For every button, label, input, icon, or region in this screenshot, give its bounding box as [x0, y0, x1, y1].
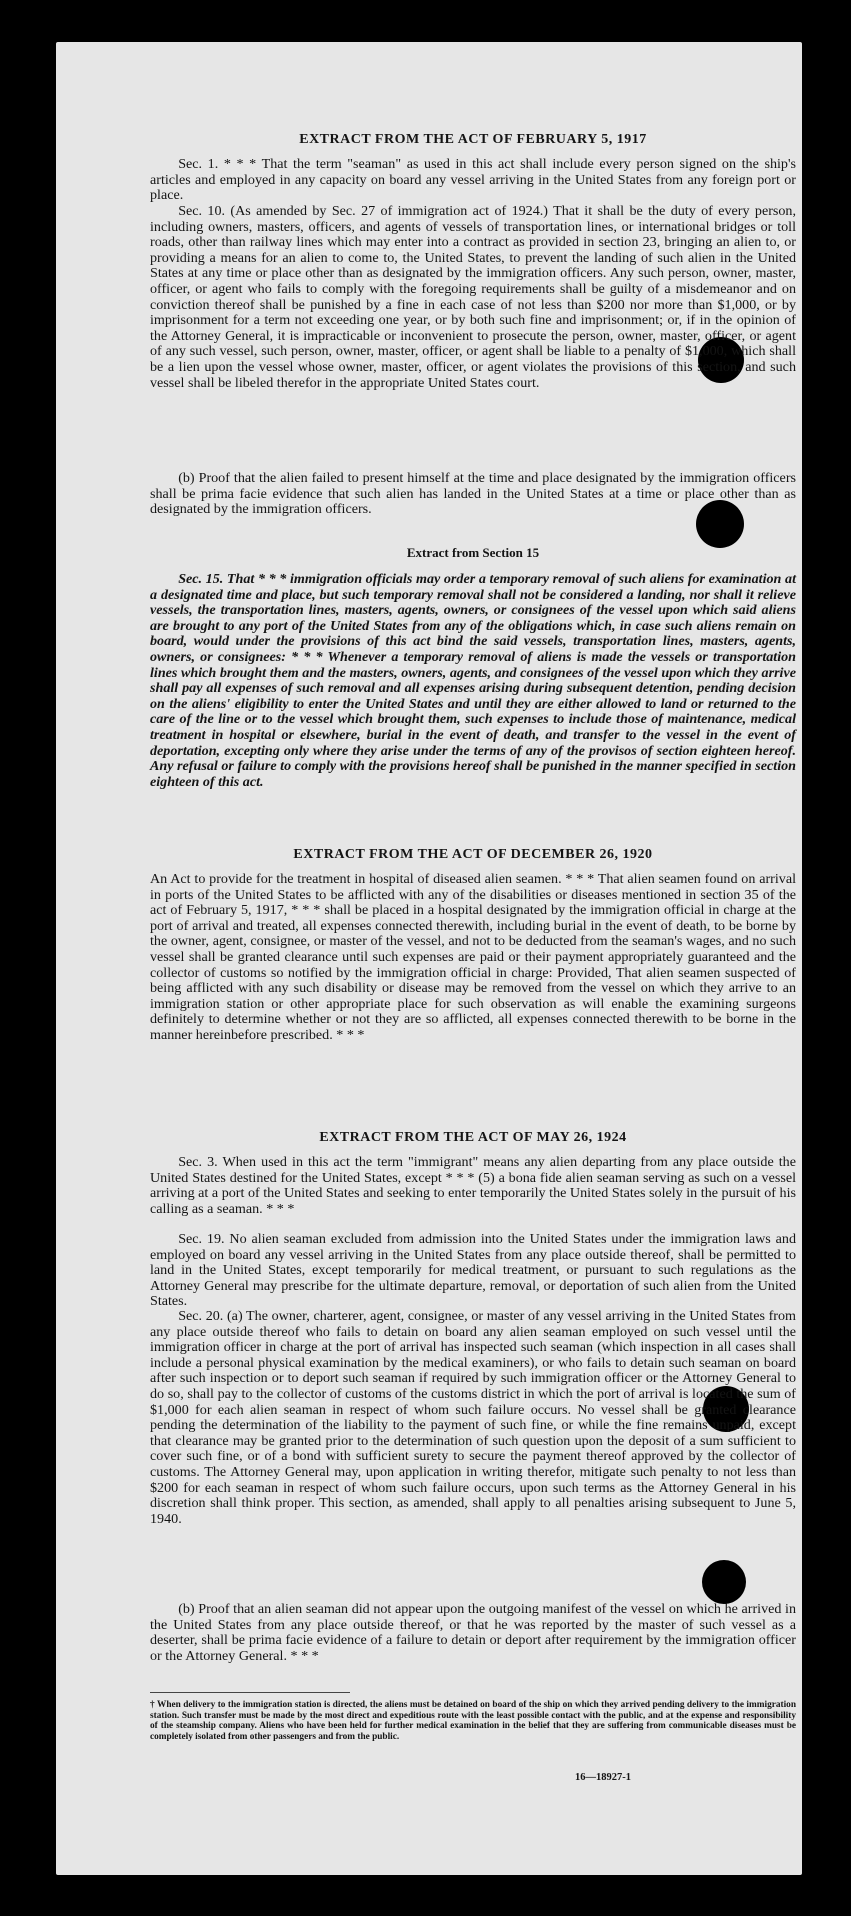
section-19: Sec. 19. No alien seaman excluded from admission into the United States under the immigration laws and employed on board any vessel arriving in the United States from any place outside thereof, shall be permitted to land in the United States, except temporarily for medical treatment, or pursuant to such regulations as the Attorney General may prescribe for the ultimate departure, removal, or deportation of such alien from the United States. [150, 1231, 796, 1310]
section-20-b: (b) Proof that an alien seaman did not appear upon the outgoing manifest of the vessel on which he arrived in the United States from any place outside thereof, or that he was reported by the master of such vessel as a deserter, shall be prima facie evidence of a failure to detain or deport after requirement by the immigration officer or the Attorney General. * * * [150, 1601, 796, 1664]
punch-hole [702, 1560, 746, 1604]
act-1920-text: An Act to provide for the treatment in hospital of diseased alien seamen. * * * That alien seamen found on arrival in ports of the United States to be afflicted with any of the disabilities or diseases mentioned in section 35 of the act of February 5, 1917, * * * shall be placed in a hospital designated by the immigration official in charge at the port of arrival and treated, all expenses connected therewith, including burial in the event of death, to be borne by the owner, agent, consignee, or master of the vessel, and not to be deducted from the seaman's wages, and no such vessel shall be granted clearance until such expenses are paid or their payment appropriately guaranteed and the collector of customs so notified by the immigration official in charge: Provided, That alien seamen suspected of being afflicted with any such disability or disease may be removed from the vessel on which they arrive to an immigration station or other appropriate place for such observation as will enable the examining surgeons definitely to determine whether or not they are so afflicted, all expenses connected therewith to be borne in the manner hereinbefore prescribed. * * * [150, 871, 796, 1043]
section-20-a: Sec. 20. (a) The owner, charterer, agent, consignee, or master of any vessel arriving in the United States from any place outside thereof who fails to detain on board any alien seaman employed on such vessel until the immigration officer in charge at the port of arrival has inspected such seaman (which inspection in all cases shall include a personal physical examination by the medical examiners), or who fails to detain such seaman on board after such inspection or to deport such seaman if required by such immigration officer or the Attorney General to do so, shall pay to the collector of customs of the customs district in which the port of arrival is located the sum of $1,000 for each alien seaman in respect of whom such failure occurs. No vessel shall be granted clearance pending the determination of the liability to the payment of such fine, or while the fine remains unpaid, except that clearance may be granted prior to the determination of such question upon the deposit of a sum sufficient to cover such fine, or of a bond with sufficient surety to secure the payment thereof approved by the collector of customs. The Attorney General may, upon application in writing therefor, mitigate such penalty to not less than $200 for each seaman in respect of whom such failure occurs, upon such terms as the Attorney General in his discretion shall think proper. This section, as amended, shall apply to all penalties arising subsequent to June 5, 1940. [150, 1308, 796, 1527]
footnote: † When delivery to the immigration station is directed, the aliens must be detained on board of the ship on which they arrived pending delivery to the immigration station. Such transfer must be made by the most direct and expeditious route with the least possible contact with the public, and at the expense and responsibility of the steamship company. Aliens who have been held for further medical examination in the belief that they are suffering from communicable diseases must be completely isolated from other passengers and from the public. [150, 1700, 796, 1742]
section-3: Sec. 3. When used in this act the term "immigrant" means any alien departing from any place outside the United States destined for the United States, except * * * (5) a bona fide alien seaman serving as such on a vessel arriving at a port of the United States and seeking to enter temporarily the United States solely in the pursuit of his calling as a seaman. * * * [150, 1154, 796, 1217]
heading-act-1924: EXTRACT FROM THE ACT OF MAY 26, 1924 [319, 1130, 627, 1145]
section-15: Sec. 15. That * * * immigration officials may order a temporary removal of such aliens for examination at a designated time and place, but such temporary removal shall not be considered a landing, nor shall it relieve vessels, the transportation lines, masters, agents, owners, or consignees of the vessel upon which said aliens are brought to any port of the United States from any of the obligations which, in case such aliens remain on board, would under the provisions of this act bind the said vessels, transportation lines, masters, agents, owners, or consignees: * * * Whenever a temporary removal of aliens is made the vessels or transportation lines which brought them and the masters, owners, agents, and consignees of the vessel upon which they arrive shall pay all expenses of such removal and all expenses arising during subsequent detention, pending decision on the aliens' eligibility to enter the United States and until they are either allowed to land or returned to the care of the line or to the vessel which brought them, such expenses to include those of maintenance, medical treatment in hospital or elsewhere, burial in the event of death, and transfer to the vessel in the event of deportation, excepting only where they arise under the terms of any of the provisos of section eighteen hereof. Any refusal or failure to comply with the provisions hereof shall be punished in the manner specified in section eighteen of this act. [150, 571, 796, 790]
heading-act-1920: EXTRACT FROM THE ACT OF DECEMBER 26, 1920 [293, 847, 653, 862]
heading-section-15: Extract from Section 15 [406, 545, 540, 560]
section-1: Sec. 1. * * * That the term "seaman" as used in this act shall include every person signed on the ship's articles and employed in any capacity on board any vessel arriving in the United States from any foreign port or place. [150, 156, 796, 204]
heading-act-1917: EXTRACT FROM THE ACT OF FEBRUARY 5, 1917 [299, 132, 647, 147]
footnote-divider [150, 1692, 350, 1693]
section-10: Sec. 10. (As amended by Sec. 27 of immigration act of 1924.) That it shall be the duty of every person, including owners, masters, officers, and agents of vessels of transportation lines, or international bridges or toll roads, other than railway lines which may enter into a contract as provided in section 23, bringing an alien to, or providing a means for an alien to come to, the United States, to prevent the landing of such alien in the United States at any time or place other than as designated by the immigration officers. Any such person, owner, master, officer, or agent who fails to comply with the foregoing requirements shall be guilty of a misdemeanor and on conviction thereof shall be punished by a fine in each case of not less than $200 nor more than $1,000, or by imprisonment for a term not exceeding one year, or by both such fine and imprisonment; or, if in the opinion of the Attorney General, it is impracticable or inconvenient to prosecute the person, owner, master, officer, or agent of any such vessel, such person, owner, master, officer, or agent shall be liable to a penalty of $1,000, which shall be a lien upon the vessel whose owner, master, officer, or agent violates the provisions of this section, and such vessel shall be libeled therefor in the appropriate United States court. [150, 203, 796, 391]
form-code: 16—18927-1 [575, 1772, 631, 1783]
document-page [56, 42, 802, 1875]
section-10-b: (b) Proof that the alien failed to present himself at the time and place designated by the immigration officers shall be prima facie evidence that such alien has landed in the United States at a time or place other than as designated by the immigration officers. [150, 470, 796, 518]
